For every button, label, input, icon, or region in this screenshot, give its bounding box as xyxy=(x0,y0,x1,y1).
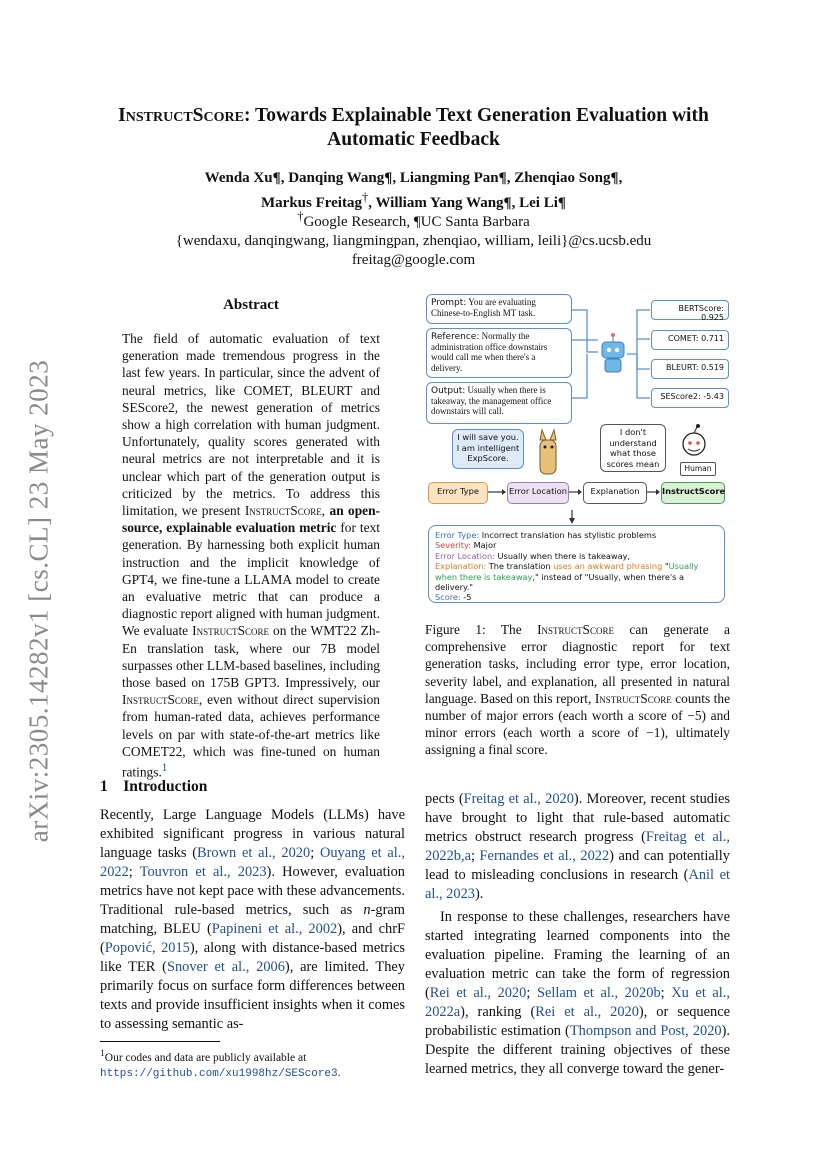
footnote-link[interactable]: https://github.com/xu1998hz/SEScore3 xyxy=(100,1067,338,1080)
title-rest: : Towards Explainable Text Generation Evaluation with xyxy=(243,105,709,126)
authors-line1: Wenda Xu¶, Danqing Wang¶, Liangming Pan¶, Zhenqiao Song¶, xyxy=(204,170,623,186)
citation[interactable]: Ouyang et al., 2022 xyxy=(100,845,405,880)
authors-line2: Markus Freitag†, William Yang Wang¶, Lei Li¶ xyxy=(261,190,566,211)
citation[interactable]: Xu et al., 2022a xyxy=(425,985,730,1020)
arxiv-stamp-text: arXiv:2305.14282v1 [cs.CL] 23 May 2023 xyxy=(23,359,54,843)
llama-bubble: I will save you. I am intelligent ExpScore. xyxy=(452,429,524,469)
footnote-ref[interactable]: 1 xyxy=(161,762,168,775)
author-freitag: Markus Freitag xyxy=(261,195,362,211)
emails-line2: freitag@google.com xyxy=(351,252,476,268)
metric-sescore2: SEScore2: -5.43 xyxy=(651,388,729,408)
emails-line1: {wendaxu, danqingwang, liangmingpan, zhenqiao, william, leili}@cs.ucsb.edu xyxy=(175,233,652,249)
diag-severity: Severity: Major xyxy=(435,540,497,551)
citation[interactable]: Sellam et al., 2020b xyxy=(536,985,661,1001)
pipeline-instructscore: InstructScore xyxy=(661,482,725,504)
citation[interactable]: Snover et al., 2006 xyxy=(166,959,285,975)
pipeline-error-location: Error Location xyxy=(507,482,569,504)
citation[interactable]: Thompson and Post, 2020 xyxy=(569,1023,722,1039)
figure-caption: Figure 1: The InstructScore can generate a comprehensive error diagnostic report for text generation tasks, including error type, error location, severity label, and explanation, all presented in natural language. Based on this report, InstructScore counts the number of major errors (each worth a score of −5) and minor errors (each worth a score of −1), ultimately assigning a final score. xyxy=(425,622,731,758)
intro-right-column xyxy=(425,790,730,1079)
citation[interactable]: Rei et al., 2020 xyxy=(429,985,527,1001)
affiliation-line: †Google Research, ¶UC Santa Barbara xyxy=(297,209,530,230)
title-line2: Automatic Feedback xyxy=(327,129,500,150)
human-icon xyxy=(683,424,705,455)
prompt-box: Prompt: You are evaluating Chinese-to-English MT task. xyxy=(426,294,572,324)
affiliations xyxy=(90,207,737,270)
robot-icon xyxy=(602,333,624,372)
authors-rest: , William Yang Wang¶, Lei Li¶ xyxy=(368,195,566,211)
diagnostic-report xyxy=(428,525,725,603)
citation[interactable]: Touvron et al., 2023 xyxy=(139,864,267,880)
citation[interactable]: Freitag et al., 2022b,a xyxy=(425,829,730,864)
human-bubble: I don't understand what those scores mean xyxy=(600,424,666,472)
output-box: Output: Usually when there is takeaway, the management office downstairs will call. xyxy=(426,382,572,424)
abstract-heading: Abstract xyxy=(223,297,279,313)
footnote-rule xyxy=(100,1041,220,1042)
diag-explanation: Explanation: The translation uses an awkward phrasing "Usually when there is takeaway," instead of "Usually, when there's a delivery." xyxy=(435,561,699,593)
citation[interactable]: Fernandes et al., 2022 xyxy=(479,848,610,864)
intro-left-column: Recently, Large Language Models (LLMs) have exhibited significant progress in various natural language tasks (Brown et al., 2020; Ouyang et al., 2022; Touvron et al., 2023). However, evaluation metrics have not kept pace with these advancements. Traditional rule-based metrics, such as n-gram matching, BLEU (Papineni et al., 2002), and chrF (Popović, 2015), along with distance-based metrics like TER (Snover et al., 2006), are limited. They primarily focus on surface form differences between texts and provide insufficient insights when it comes to assessing semantic as- xyxy=(100,807,405,1032)
citation[interactable]: Brown et al., 2020 xyxy=(197,845,311,861)
human-label: Human xyxy=(680,462,716,476)
citation[interactable]: Anil et al., 2023 xyxy=(425,867,730,902)
figure-1 xyxy=(422,292,732,612)
metric-bertscore: BERTScore: 0.925 xyxy=(651,300,729,320)
citation[interactable]: Rei et al., 2020 xyxy=(535,1004,639,1020)
citation[interactable]: Papineni et al., 2002 xyxy=(211,921,338,937)
title-name: InstructScore xyxy=(118,105,244,126)
citation[interactable]: Freitag et al., 2020 xyxy=(463,791,574,807)
intro-paragraph-1-cont: pects (Freitag et al., 2020). Moreover, recent studies have brought to light that rule-based automatic metrics obstruct research progress (Freitag et al., 2022b,a; Fernandes et al., 2022) and can potentially lead to misleading conclusions in research (Anil et al., 2023). xyxy=(425,791,730,902)
citation[interactable]: Popović, 2015 xyxy=(104,940,190,956)
diag-error-type: Error Type: Incorrect translation has stylistic problems xyxy=(435,530,657,540)
intro-paragraph-2: In response to these challenges, researchers have started integrating learned components into the evaluation pipeline. Framing the learning of an evaluation metric can take the form of regression (Rei et al., 2020; Sellam et al., 2020b; Xu et al., 2022a), ranking (Rei et al., 2020), or sequence probabilistic estimation (Thompson and Post, 2020). Despite the different training objectives of these learned metrics, they all converge toward the gener- xyxy=(425,909,730,1077)
diag-score: Score: -5 xyxy=(435,592,472,603)
pipeline-explanation: Explanation xyxy=(583,482,647,504)
reference-box: Reference: Normally the administration office downstairs would call me when there's a delivery. xyxy=(426,328,572,378)
paper-title xyxy=(70,104,757,152)
section-heading: 1 Introduction xyxy=(100,778,208,795)
metric-bleurt: BLEURT: 0.519 xyxy=(651,359,729,379)
llama-icon xyxy=(540,430,556,474)
metric-comet: COMET: 0.711 xyxy=(651,330,729,350)
abstract-body: The field of automatic evaluation of text generation made tremendous progress in the last few years. In particular, since the advent of neural metrics, like COMET, BLEURT and SEScore2, the newest generation of metrics show a high correlation with human judgment. Unfortunately, quality scores generated with neural metrics are not interpretable and it is unclear which part of the generation output is criticized by the metrics. To address this limitation, we present InstructScore, an open-source, explainable evaluation metric for text generation. By harnessing both explicit human instruction and the implicit knowledge of GPT4, we fine-tune a LLAMA model to create an evaluative metric that can produce a diagnostic report aligned with human judgment. We evaluate InstructScore on the WMT22 Zh-En translation task, where our 7B model surpasses other LLM-based baselines, including those based on 175B GPT3. Impressively, our InstructScore, even without direct supervision from human-rated data, achieves performance levels on par with state-of-the-art metrics like COMET22, which was fine-tuned on human ratings.$^1$ xyxy=(122,331,381,780)
arxiv-stamp xyxy=(6,353,72,849)
pipeline-error-type: Error Type xyxy=(428,482,488,504)
footnote: $^1$Our codes and data are publicly available at https://github.com/xu1998hz/SEScore3. xyxy=(100,1048,341,1080)
diag-location: Error Location: Usually when there is takeaway, xyxy=(435,550,631,561)
